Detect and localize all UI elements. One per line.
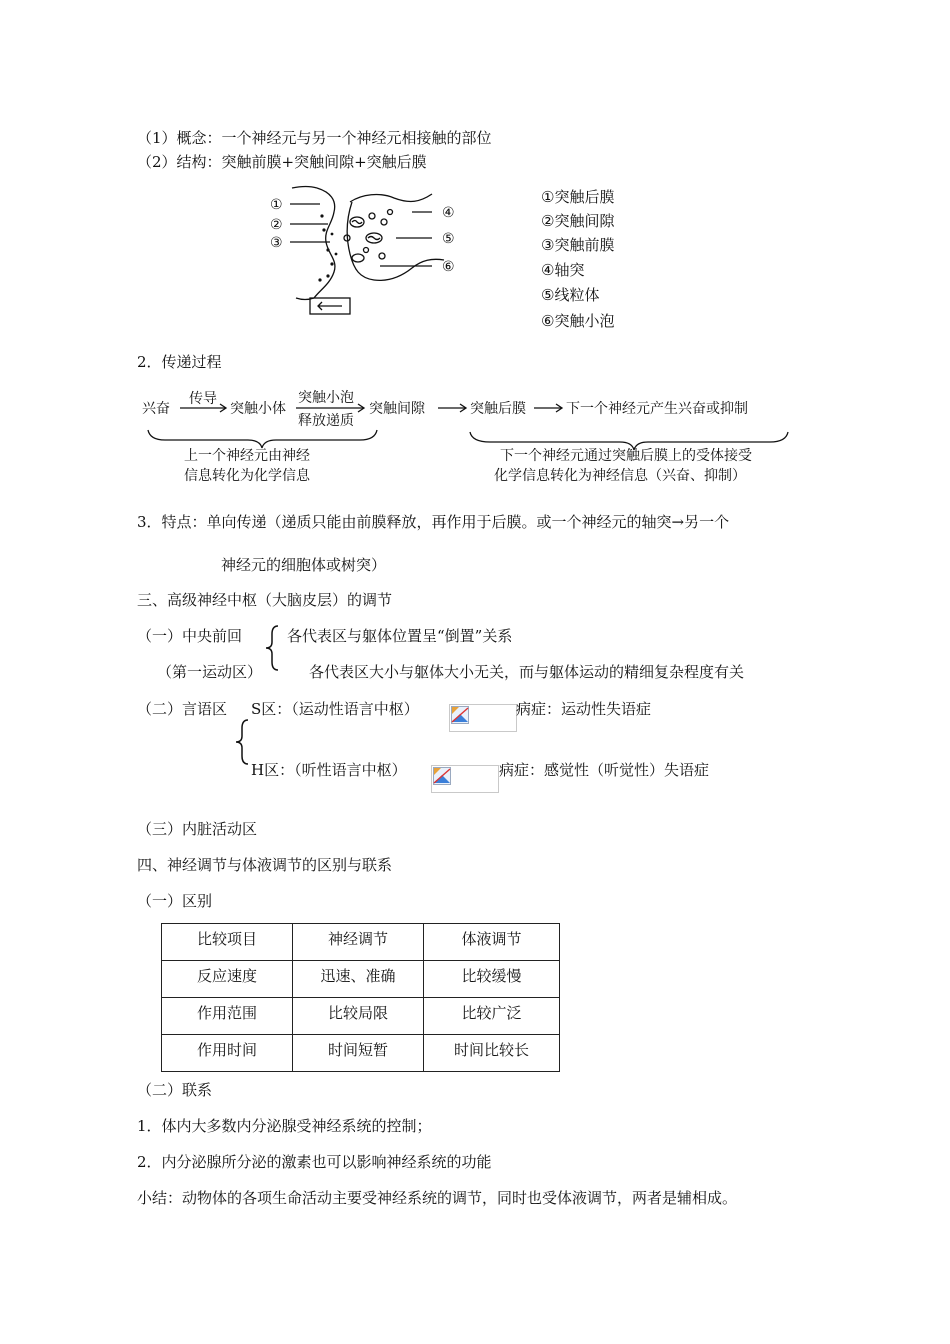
marker-5: ⑤ [442, 231, 455, 247]
flow-vesicle: 突触小泡 [298, 390, 354, 406]
h-area: H区：（听性语言中枢） [251, 761, 407, 779]
motor-label: （一）中央前回 [137, 627, 243, 645]
flow-cleft: 突触间隙 [369, 401, 425, 417]
motor-point-1: 各代表区与躯体位置呈“倒置”关系 [287, 627, 513, 645]
table-row [162, 998, 560, 1035]
motor-point-2: 各代表区大小与躯体大小无关，而与躯体运动的精细复杂程度有关 [309, 663, 745, 681]
table-cell: 作用时间 [162, 1035, 293, 1072]
broken-image-icon [431, 765, 499, 793]
table-cell: 作用范围 [162, 998, 293, 1035]
feature-line-2: 神经元的细胞体或树突） [221, 556, 387, 574]
table-header-cell: 体液调节 [424, 924, 560, 961]
comparison-table [161, 923, 560, 1072]
transmission-heading: 2．传递过程 [137, 353, 222, 371]
legend-item: ③突触前膜 [541, 236, 615, 254]
table-header-cell: 神经调节 [293, 924, 424, 961]
diff-heading: （一）区别 [137, 892, 213, 910]
right-note-1: 下一个神经元通过突触后膜上的受体接受 [500, 448, 752, 464]
s-area: S区：（运动性语言中枢） [251, 700, 419, 718]
link-item-2: 2．内分泌腺所分泌的激素也可以影响神经系统的功能 [137, 1153, 492, 1171]
table-header-cell: 比较项目 [162, 924, 293, 961]
flow-post: 突触后膜 [470, 401, 526, 417]
concept-line: （1）概念：一个神经元与另一个神经元相接触的部位 [137, 129, 492, 147]
speech-label: （二）言语区 [137, 700, 228, 718]
table-cell: 比较缓慢 [424, 961, 560, 998]
table-header-row [162, 924, 560, 961]
flow-result: 下一个神经元产生兴奋或抑制 [566, 401, 748, 417]
motor-brace [264, 624, 282, 672]
left-note-1: 上一个神经元由神经 [184, 448, 310, 464]
table-cell: 比较局限 [293, 998, 424, 1035]
right-note-2: 化学信息转化为神经信息（兴奋、抑制） [494, 468, 746, 484]
section3-title: 三、高级神经中枢（大脑皮层）的调节 [137, 591, 393, 609]
speech-brace [232, 718, 252, 768]
table-cell: 反应速度 [162, 961, 293, 998]
s-disease: 病症：运动性失语症 [516, 700, 652, 718]
feature-line-1: 3．特点：单向传递（递质只能由前膜释放，再作用于后膜。或一个神经元的轴突→另一个 [137, 513, 730, 531]
legend-item: ①突触后膜 [541, 188, 615, 206]
legend-item: ⑤线粒体 [541, 286, 600, 304]
h-disease: 病症：感觉性（听觉性）失语症 [499, 761, 710, 779]
table-cell: 比较广泛 [424, 998, 560, 1035]
table-cell: 时间比较长 [424, 1035, 560, 1072]
link-item-1: 1．体内大多数内分泌腺受神经系统的控制； [137, 1117, 432, 1135]
marker-2: ② [270, 217, 283, 233]
flow-release: 释放递质 [298, 413, 354, 429]
table-row [162, 1035, 560, 1072]
marker-1: ① [270, 197, 283, 213]
motor-sublabel: （第一运动区） [157, 663, 263, 681]
summary-line: 小结：动物体的各项生命活动主要受神经系统的调节，同时也受体液调节，两者是辅相成。 [137, 1189, 738, 1207]
left-note-2: 信息转化为化学信息 [184, 468, 310, 484]
table-cell: 时间短暂 [293, 1035, 424, 1072]
marker-6: ⑥ [442, 259, 455, 275]
section4-title: 四、神经调节与体液调节的区别与联系 [137, 856, 393, 874]
flow-conduct: 传导 [189, 391, 217, 407]
legend-item: ②突触间隙 [541, 212, 615, 230]
table-cell: 迅速、准确 [293, 961, 424, 998]
flow-arrows [0, 0, 950, 500]
link-heading: （二）联系 [137, 1081, 213, 1099]
structure-line: （2）结构：突触前膜+突触间隙+突触后膜 [137, 153, 427, 171]
marker-3: ③ [270, 235, 283, 251]
flow-knob: 突触小体 [230, 401, 286, 417]
legend-item: ④轴突 [541, 261, 585, 279]
flow-excite: 兴奋 [142, 401, 170, 417]
legend-item: ⑥突触小泡 [541, 312, 615, 330]
marker-4: ④ [442, 205, 455, 221]
broken-image-icon [449, 704, 517, 732]
table-row [162, 961, 560, 998]
visceral-area: （三）内脏活动区 [137, 820, 258, 838]
